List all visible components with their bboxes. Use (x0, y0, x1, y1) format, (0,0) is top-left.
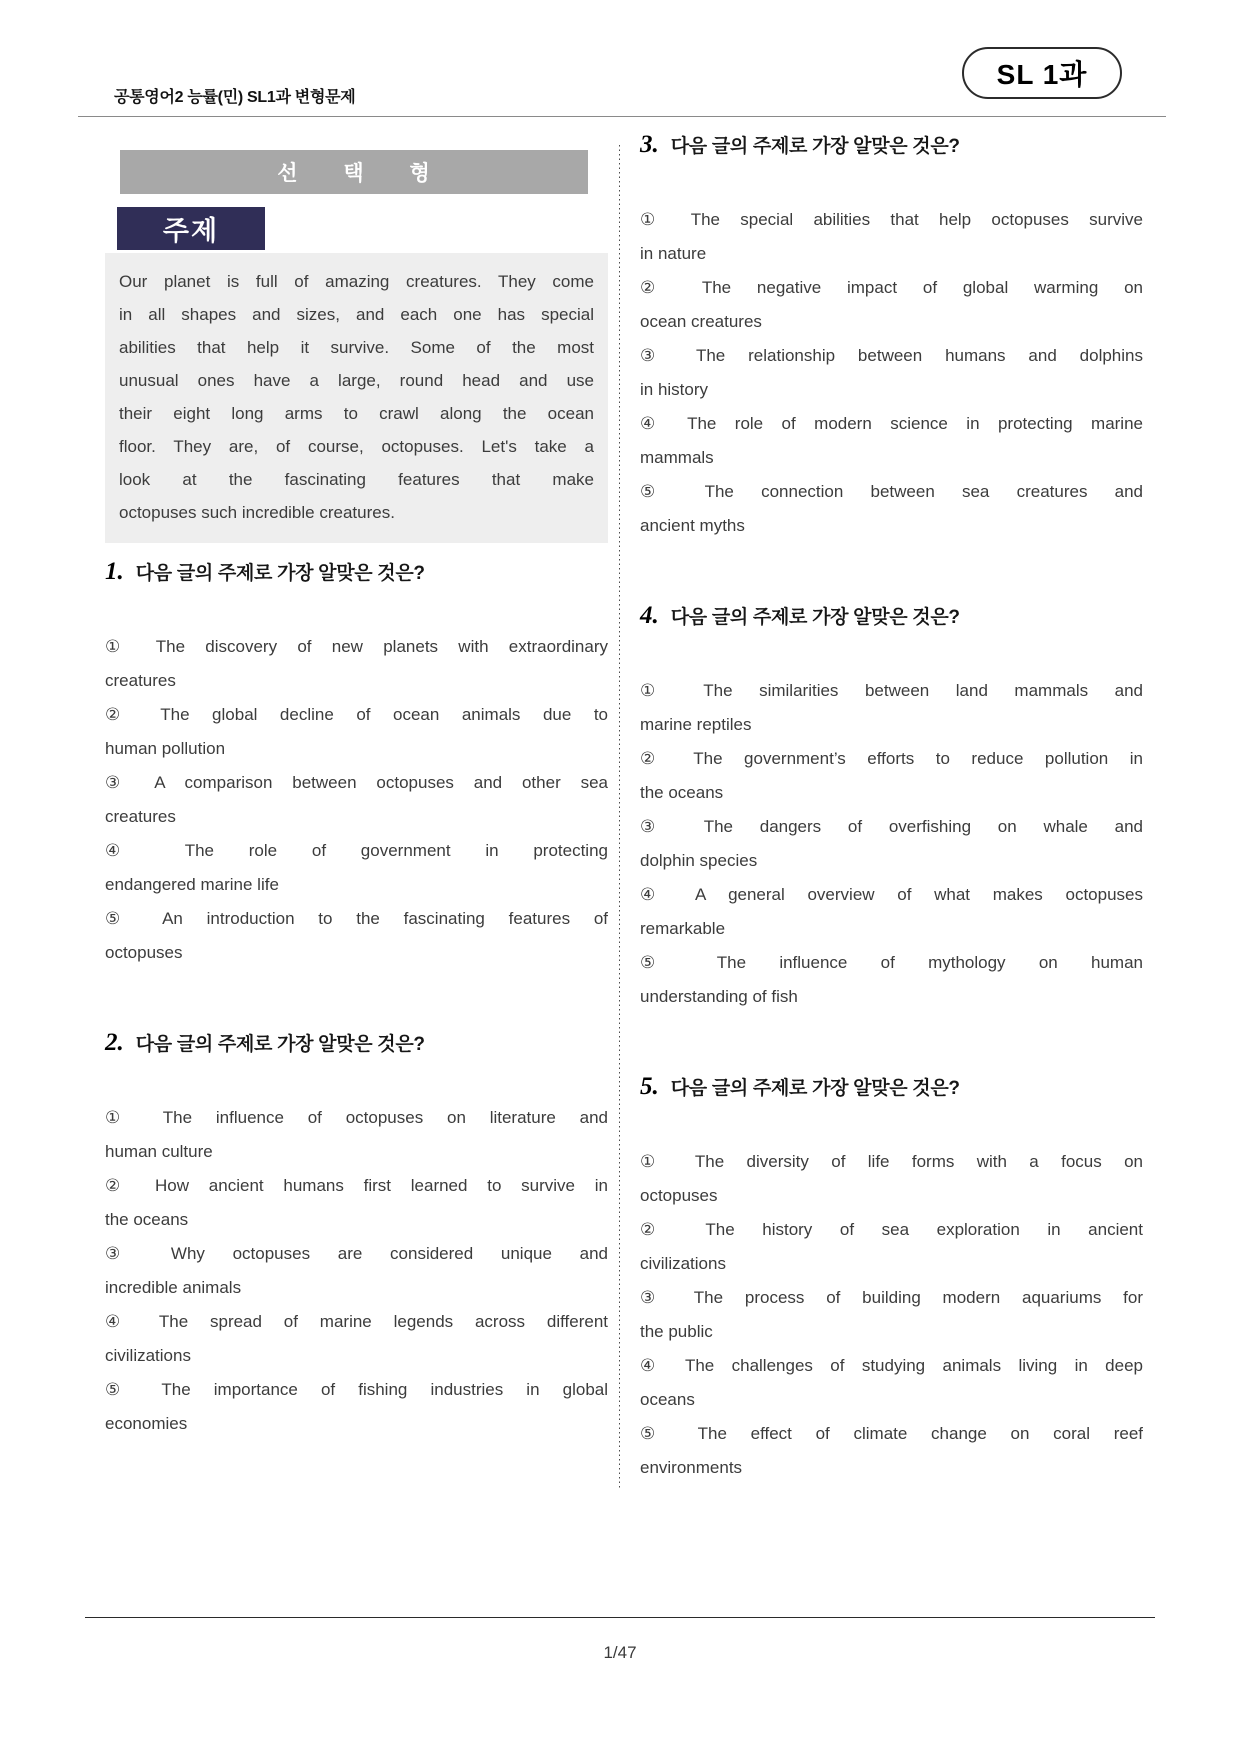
choice-option-1 (105, 630, 608, 698)
choice-option-1 (105, 1101, 608, 1169)
text-line: the public (640, 1322, 713, 1341)
choice-option-5 (105, 1373, 608, 1441)
column-left (105, 557, 608, 1499)
header-rule (78, 116, 1166, 117)
question-number: 2. (105, 1029, 124, 1056)
text-line: Our planet is full of amazing creatures. They come (119, 272, 594, 291)
type-banner (120, 150, 588, 194)
choice-option-5 (640, 475, 1143, 543)
question-prompt: 다음 글의 주제로 가장 알맞은 것은? (670, 136, 960, 157)
text-line: ① The influence of octopuses on literature and (105, 1108, 608, 1127)
text-line: ① The similarities between land mammals and (640, 681, 1143, 700)
text-line: dolphin species (640, 851, 758, 870)
passage-box (105, 253, 608, 543)
text-line: ① The special abilities that help octopuses survive (640, 210, 1143, 229)
choice-option-3 (640, 339, 1143, 407)
text-line: incredible animals (105, 1278, 242, 1297)
text-line: human pollution (105, 739, 226, 758)
choice-option-2 (640, 742, 1143, 810)
text-line: ③ A comparison between octopuses and other sea (105, 773, 608, 792)
question-2 (105, 1028, 608, 1441)
text-line: ② How ancient humans first learned to survive in (105, 1176, 608, 1195)
text-line: ③ The dangers of overfishing on whale and (640, 817, 1143, 836)
text-line: in nature (640, 244, 707, 263)
text-line: the oceans (105, 1210, 189, 1229)
text-line: ⑤ The influence of mythology on human (640, 953, 1143, 972)
text-line: ⑤ The connection between sea creatures and (640, 482, 1143, 501)
text-line: endangered marine life (105, 875, 279, 894)
text-line: oceans (640, 1390, 695, 1409)
text-line: civilizations (640, 1254, 726, 1273)
text-line: ④ A general overview of what makes octopuses (640, 885, 1143, 904)
chapter-badge (962, 47, 1122, 99)
choice-option-1 (640, 1145, 1143, 1213)
text-line: economies (105, 1414, 188, 1433)
choice-option-2 (640, 271, 1143, 339)
text-line: ① The discovery of new planets with extraordinary (105, 637, 608, 656)
text-line: unusual ones have a large, round head and use (119, 371, 594, 390)
text-line: ③ Why octopuses are considered unique and (105, 1244, 608, 1263)
text-line: ocean creatures (640, 312, 762, 331)
choice-option-3 (105, 766, 608, 834)
column-right (640, 130, 1143, 1543)
page-number: 1/47 (603, 1643, 637, 1662)
footer-rule (85, 1617, 1155, 1618)
text-line: remarkable (640, 919, 726, 938)
choice-option-4 (105, 1305, 608, 1373)
column-divider (619, 145, 620, 1488)
question-4 (640, 601, 1143, 1014)
choice-option-2 (105, 698, 608, 766)
text-line: the oceans (640, 783, 724, 802)
text-line: octopuses (640, 1186, 718, 1205)
choice-option-4 (640, 878, 1143, 946)
text-line: human culture (105, 1142, 213, 1161)
question-prompt: 다음 글의 주제로 가장 알맞은 것은? (135, 1034, 425, 1055)
text-line: ② The negative impact of global warming on (640, 278, 1143, 297)
choice-option-3 (640, 810, 1143, 878)
text-line: civilizations (105, 1346, 191, 1365)
doc-title: 공통영어2 능률(민) SL1과 변형문제 (114, 89, 356, 106)
text-line: ③ The relationship between humans and dolphins (640, 346, 1143, 365)
question-number: 5. (640, 1073, 659, 1100)
question-heading (105, 1028, 608, 1061)
text-line: creatures (105, 671, 176, 690)
text-line: in history (640, 380, 709, 399)
question-heading (640, 601, 1143, 634)
question-number: 4. (640, 602, 659, 629)
text-line: ④ The challenges of studying animals living in deep (640, 1356, 1143, 1375)
choice-option-2 (105, 1169, 608, 1237)
question-5 (640, 1072, 1143, 1485)
text-line: ④ The role of modern science in protecting marine (640, 414, 1143, 433)
text-line: ③ The process of building modern aquariums for (640, 1288, 1143, 1307)
text-line: octopuses such incredible creatures. (119, 503, 395, 522)
choice-option-5 (640, 1417, 1143, 1485)
choice-option-4 (640, 1349, 1143, 1417)
choice-option-1 (640, 674, 1143, 742)
category-chip (117, 207, 265, 250)
text-line: ② The government’s efforts to reduce pollution in (640, 749, 1143, 768)
text-line: ⑤ The effect of climate change on coral reef (640, 1424, 1143, 1443)
question-heading (105, 557, 608, 590)
choice-option-4 (105, 834, 608, 902)
text-line: ancient myths (640, 516, 745, 535)
question-prompt: 다음 글의 주제로 가장 알맞은 것은? (670, 1078, 960, 1099)
text-line: ④ The role of government in protecting (105, 841, 608, 860)
text-line: floor. They are, of course, octopuses. Let's take a (119, 437, 594, 456)
text-line: abilities that help it survive. Some of the most (119, 338, 594, 357)
question-1 (105, 557, 608, 970)
question-prompt: 다음 글의 주제로 가장 알맞은 것은? (670, 607, 960, 628)
choice-option-3 (640, 1281, 1143, 1349)
choice-option-5 (105, 902, 608, 970)
text-line: in all shapes and sizes, and each one has special (119, 305, 594, 324)
choice-option-2 (640, 1213, 1143, 1281)
text-line: their eight long arms to crawl along the ocean (119, 404, 594, 423)
choice-option-3 (105, 1237, 608, 1305)
text-line: ② The history of sea exploration in ancient (640, 1220, 1143, 1239)
text-line: ⑤ The importance of fishing industries in global (105, 1380, 608, 1399)
chapter-badge-label: SL 1과 (996, 59, 1088, 90)
question-prompt: 다음 글의 주제로 가장 알맞은 것은? (135, 563, 425, 584)
question-heading (640, 130, 1143, 163)
text-line: octopuses (105, 943, 183, 962)
text-line: ⑤ An introduction to the fascinating features of (105, 909, 608, 928)
choice-option-4 (640, 407, 1143, 475)
category-chip-label: 주제 (162, 216, 220, 246)
text-line: mammals (640, 448, 714, 467)
question-number: 3. (640, 131, 659, 158)
type-banner-label: 선 택 형 (277, 162, 431, 185)
text-line: ② The global decline of ocean animals due to (105, 705, 608, 724)
question-number: 1. (105, 558, 124, 585)
text-line: marine reptiles (640, 715, 752, 734)
text-line: ④ The spread of marine legends across different (105, 1312, 608, 1331)
text-line: ① The diversity of life forms with a focus on (640, 1152, 1143, 1171)
choice-option-5 (640, 946, 1143, 1014)
question-3 (640, 130, 1143, 543)
text-line: understanding of fish (640, 987, 798, 1006)
text-line: environments (640, 1458, 743, 1477)
choice-option-1 (640, 203, 1143, 271)
text-line: look at the fascinating features that make (119, 470, 594, 489)
text-line: creatures (105, 807, 176, 826)
question-heading (640, 1072, 1143, 1105)
